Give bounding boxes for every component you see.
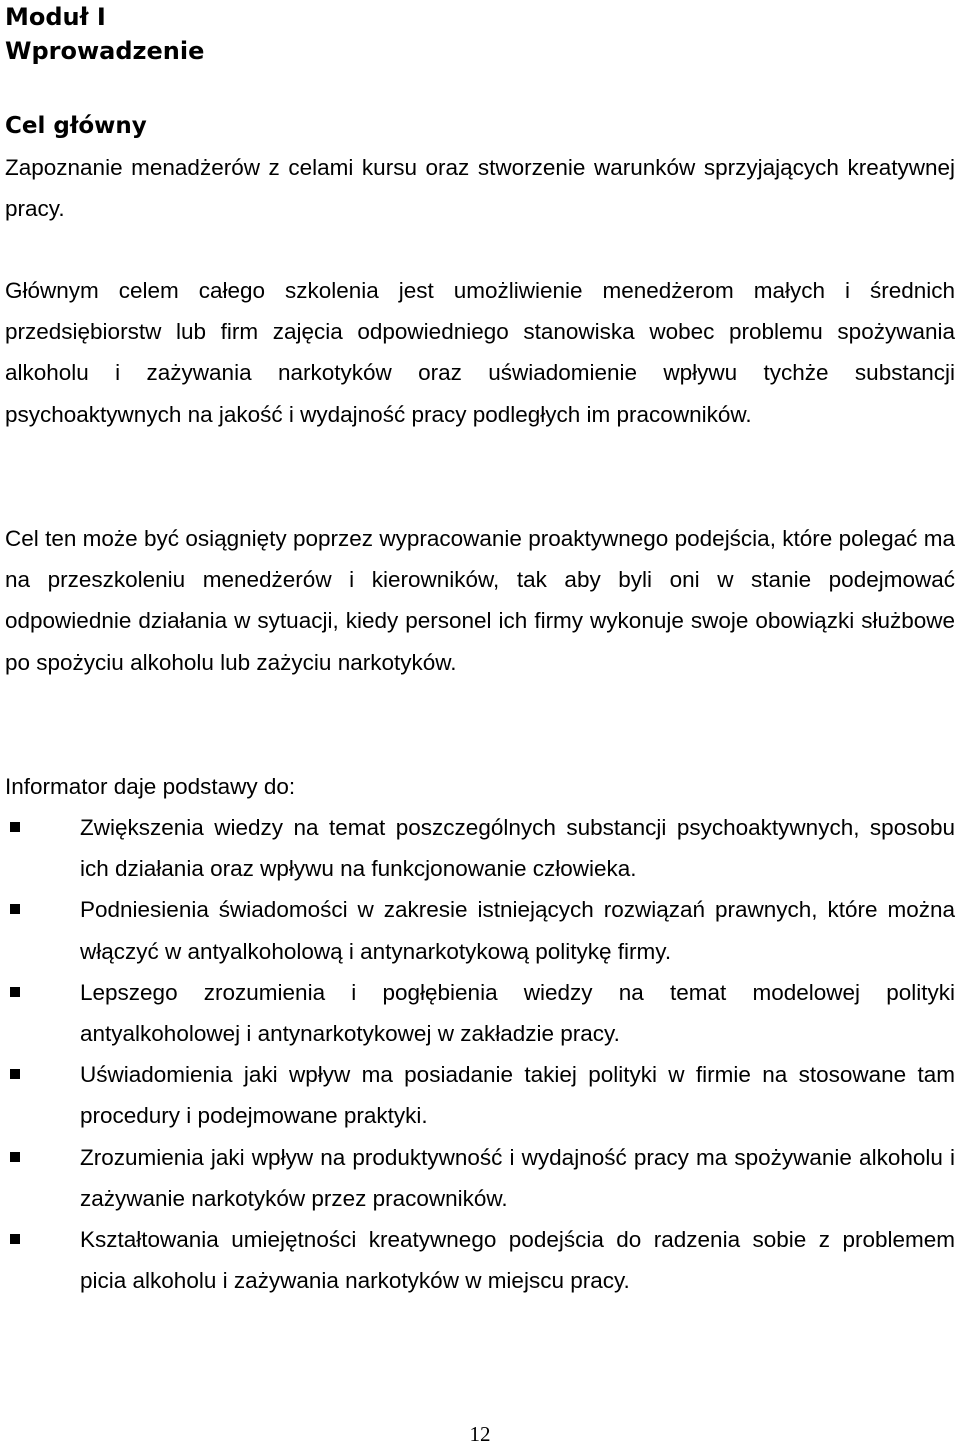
list-item bbox=[5, 889, 955, 971]
module-label: Moduł I bbox=[5, 3, 106, 31]
square-bullet-icon bbox=[10, 1234, 20, 1244]
square-bullet-icon bbox=[10, 1152, 20, 1162]
list-item-text: Zwiększenia wiedzy na temat poszczególnych substancji psychoaktywnych, sposobu ich działania oraz wpływu na funkcjonowanie człowieka. bbox=[80, 815, 955, 882]
square-bullet-icon bbox=[10, 987, 20, 997]
list-item bbox=[5, 1219, 955, 1301]
list-item bbox=[5, 972, 955, 1054]
list-item bbox=[5, 1137, 955, 1219]
list-item bbox=[5, 807, 955, 889]
list-item-text: Podniesienia świadomości w zakresie istniejących rozwiązań prawnych, które można włączyć w antyalkoholową i antynarkotykową politykę firmy. bbox=[80, 897, 955, 964]
list-item bbox=[5, 1054, 955, 1136]
list-item-text: Lepszego zrozumienia i pogłębienia wiedzy na temat modelowej polityki antyalkoholowej i antynarkotykowej w zakładzie pracy. bbox=[80, 979, 955, 1047]
module-subtitle: Wprowadzenie bbox=[5, 37, 205, 65]
list-item-text: Kształtowania umiejętności kreatywnego podejścia do radzenia sobie z problemem picia alkoholu i zażywania narkotyków w miejscu pracy. bbox=[80, 1227, 955, 1294]
module-title bbox=[5, 0, 955, 68]
square-bullet-icon bbox=[10, 904, 20, 914]
list-item-text: Uświadomienia jaki wpływ ma posiadanie takiej polityki w firmie na stosowane tam procedury i podejmowane praktyki. bbox=[80, 1062, 955, 1129]
page-number: 12 bbox=[469, 1422, 491, 1446]
main-goal-paragraph: Głównym celem całego szkolenia jest umożliwienie menedżerom małych i średnich przedsiębiorstw lub firm zajęcia odpowiedniego stanowiska wobec problemu spożywania alkoholu i zażywania narkotyków oraz uświadomienie wpływu tychże substancji psychoaktywnych na jakość i wydajność pracy podległych im pracowników. bbox=[5, 278, 955, 427]
list-item-text: Zrozumienia jaki wpływ na produktywność i wydajność pracy ma spożywanie alkoholu i zażywanie narkotyków przez pracowników. bbox=[80, 1144, 955, 1211]
square-bullet-icon bbox=[10, 1069, 20, 1079]
square-bullet-icon bbox=[10, 822, 20, 832]
list-intro: Informator daje podstawy do: bbox=[5, 774, 296, 799]
goal-paragraph: Zapoznanie menadżerów z celami kursu oraz stworzenie warunków sprzyjających kreatywnej pracy. bbox=[5, 155, 955, 222]
bullet-list bbox=[5, 807, 955, 1301]
goal-heading: Cel główny bbox=[5, 113, 147, 139]
means-paragraph: Cel ten może być osiągnięty poprzez wypracowanie proaktywnego podejścia, które polegać ma na przeszkoleniu menedżerów i kierowników, tak aby byli oni w stanie podejmować odpowiednie działania w sytuacji, kiedy personel ich firmy wykonuje swoje obowiązki służbowe po spożyciu alkoholu lub zażyciu narkotyków. bbox=[5, 526, 955, 675]
